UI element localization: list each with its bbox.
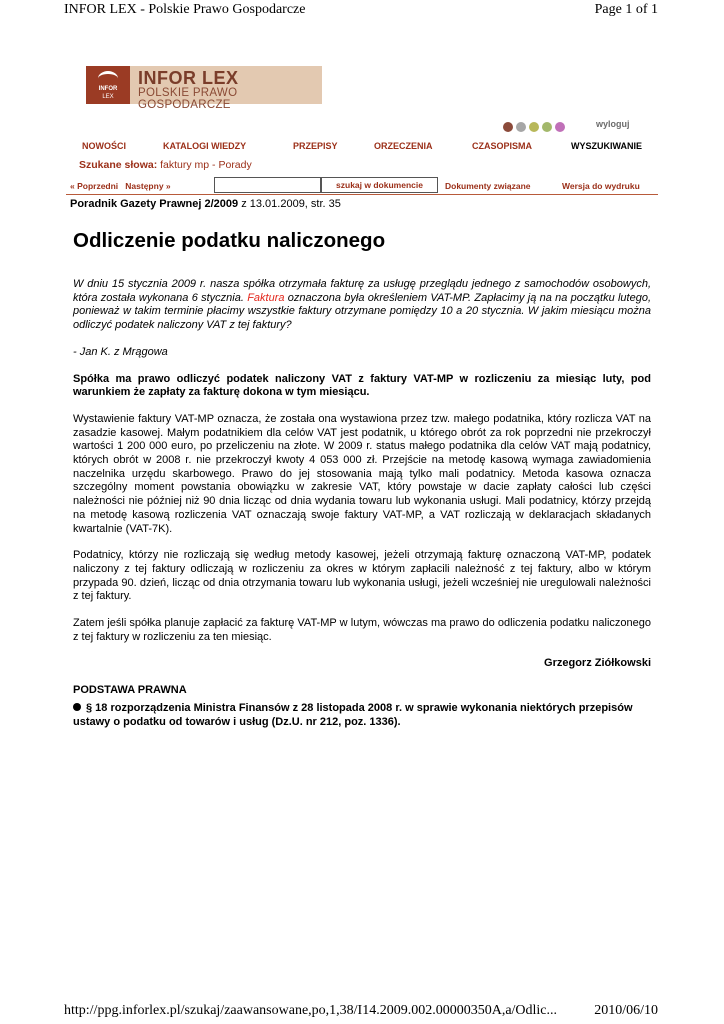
- answer-lead: Spółka ma prawo odliczyć podatek naliczony VAT z faktury VAT-MP w rozliczeniu za miesiąc luty, pod warunkiem że zapłaty za fakturę dokona w tym miesiącu.: [73, 372, 651, 399]
- article-title: Odliczenie podatku naliczonego: [73, 229, 386, 252]
- legal-basis-item: [73, 702, 651, 729]
- nav-czasopisma[interactable]: CZASOPISMA: [472, 141, 533, 151]
- question-author: - Jan K. z Mrągowa: [73, 345, 168, 358]
- body-paragraph-2: Podatnicy, którzy nie rozliczają się według metody kasowej, jeżeli otrzymają fakturę oznaczoną VAT-MP, podatek naliczony z tej faktury odliczają w rozliczeniu za okres w którym zapłacili należność z tej faktury, albo w którym przypada 90. dzień, licząc od dnia otrzymania towaru lub wykonania usługi, jeżeli wcześniej nie uregulowali należności z tej faktury.: [73, 549, 651, 603]
- logo-mark-line2: LEX: [102, 94, 114, 100]
- prev-next-group: [70, 181, 171, 191]
- infor-lex-logo[interactable]: [86, 66, 322, 111]
- theme-dot-4[interactable]: [542, 122, 552, 132]
- source-citation: [70, 198, 341, 210]
- theme-dot-1[interactable]: [503, 122, 513, 132]
- nav-nowosci[interactable]: NOWOŚCI: [82, 141, 126, 151]
- legal-basis-title: PODSTAWA PRAWNA: [73, 684, 187, 697]
- print-header-title: INFOR LEX - Polskie Prawo Gospodarcze: [64, 2, 306, 17]
- nav-orzeczenia[interactable]: ORZECZENIA: [374, 141, 433, 151]
- print-version-link[interactable]: Wersja do wydruku: [562, 181, 640, 191]
- question-highlight: Faktura: [247, 291, 285, 304]
- searched-label: Szukane słowa:: [79, 159, 158, 171]
- next-link[interactable]: Następny »: [125, 181, 171, 191]
- prev-link[interactable]: « Poprzedni: [70, 181, 119, 191]
- infor-lex-emblem-icon: [86, 66, 130, 104]
- nav-wyszukiwanie[interactable]: WYSZUKIWANIE: [571, 141, 642, 151]
- print-footer-url: http://ppg.inforlex.pl/szukaj/zaawansowane,po,1,38/I14.2009.002.00000350A,a/Odlic...: [64, 1003, 558, 1018]
- theme-dot-5[interactable]: [555, 122, 565, 132]
- source-date: z 13.01.2009, str. 35: [238, 198, 341, 210]
- body-paragraph-1: Wystawienie faktury VAT-MP oznacza, że została ona wystawiona przez tzw. małego podatnika, który rozlicza VAT na zasadzie kasowej. Małym podatnikiem dla celów VAT jest podatnik, u którego obrót za rok poprzedni nie przekroczył wartości 1 200 000 euro, po przeliczeniu na złote. W 2009 r. status małego podatnika dla celów VAT mają podatnicy, których obrót w 2008 r. nie przekroczył kwoty 4 053 000 zł. Przejście na metodę kasową wymaga zawiadomienia naczelnika urzędu skarbowego. Prawo do jej stosowania mają tylko mali podatnicy. Metoda kasowa oznacza szczególny moment powstania obowiązku w zakresie VAT, który powstaje w dacie zapłaty całości lub części należności nie później niż 90 dnia licząc od dnia wydania towaru lub wykonania usługi. Mali podatnicy, którzy przejdą na metodę kasową rozliczenia VAT oznaczają swoje faktury VAT-MP, a VAT rozliczają w deklaracjach składanych kwartalnie (VAT-7K).: [73, 412, 651, 535]
- logout-link[interactable]: wyloguj: [596, 119, 630, 129]
- logo-subtitle: POLSKIE PRAWO GOSPODARCZE: [138, 87, 238, 111]
- search-in-document-button[interactable]: szukaj w dokumencie: [321, 177, 438, 193]
- searched-words: [79, 159, 252, 171]
- body-paragraph-3: Zatem jeśli spółka planuje zapłacić za fakturę VAT-MP w lutym, wówczas ma prawo do odliczenia podatku naliczonego z tej faktury w rozliczeniu za ten miesiąc.: [73, 617, 651, 643]
- logo-mark-line1: INFOR: [98, 86, 118, 92]
- document-toolbar: [66, 176, 658, 195]
- bullet-icon: [73, 703, 81, 711]
- searched-value: faktury mp - Porady: [160, 159, 252, 171]
- print-footer-date: 2010/06/10: [594, 1003, 658, 1018]
- nav-przepisy[interactable]: PRZEPISY: [293, 141, 338, 151]
- theme-dot-2[interactable]: [516, 122, 526, 132]
- logo-name: INFOR LEX: [138, 68, 239, 88]
- question-part-1: W dniu 15 stycznia 2009 r. nasza spółka otrzymała fakturę za usługę przeglądu jednego z samochodów osobowych, która została wykonana 6 stycznia.: [73, 278, 651, 304]
- print-header: [0, 0, 724, 22]
- question-part-2: oznaczona była określeniem VAT-MP. Zapłacimy ją na na początku lutego, ponieważ w takim terminie płacimy wszystkie faktury otrzymane pomiędzy 10 a 20 stycznia. W jakim miesiącu można odliczyć podatek naliczony VAT z tej faktury?: [73, 291, 651, 332]
- reader-question: [73, 278, 651, 333]
- search-in-document-input[interactable]: [214, 177, 321, 193]
- theme-dot-3[interactable]: [529, 122, 539, 132]
- nav-katalogi-wiedzy[interactable]: KATALOGI WIEDZY: [163, 141, 247, 151]
- related-documents-link[interactable]: Dokumenty związane: [445, 181, 531, 191]
- article-body: [73, 278, 651, 729]
- legal-basis-text[interactable]: § 18 rozporządzenia Ministra Finansów z 28 listopada 2008 r. w sprawie wykonania niektórych przepisów ustawy o podatku od towarów i usług (Dz.U. nr 212, poz. 1336).: [73, 701, 633, 728]
- color-theme-dots: [503, 119, 568, 137]
- print-header-page: Page 1 of 1: [594, 2, 658, 17]
- article-author: Grzegorz Ziółkowski: [544, 657, 651, 670]
- source-publication: Poradnik Gazety Prawnej 2/2009: [70, 198, 239, 210]
